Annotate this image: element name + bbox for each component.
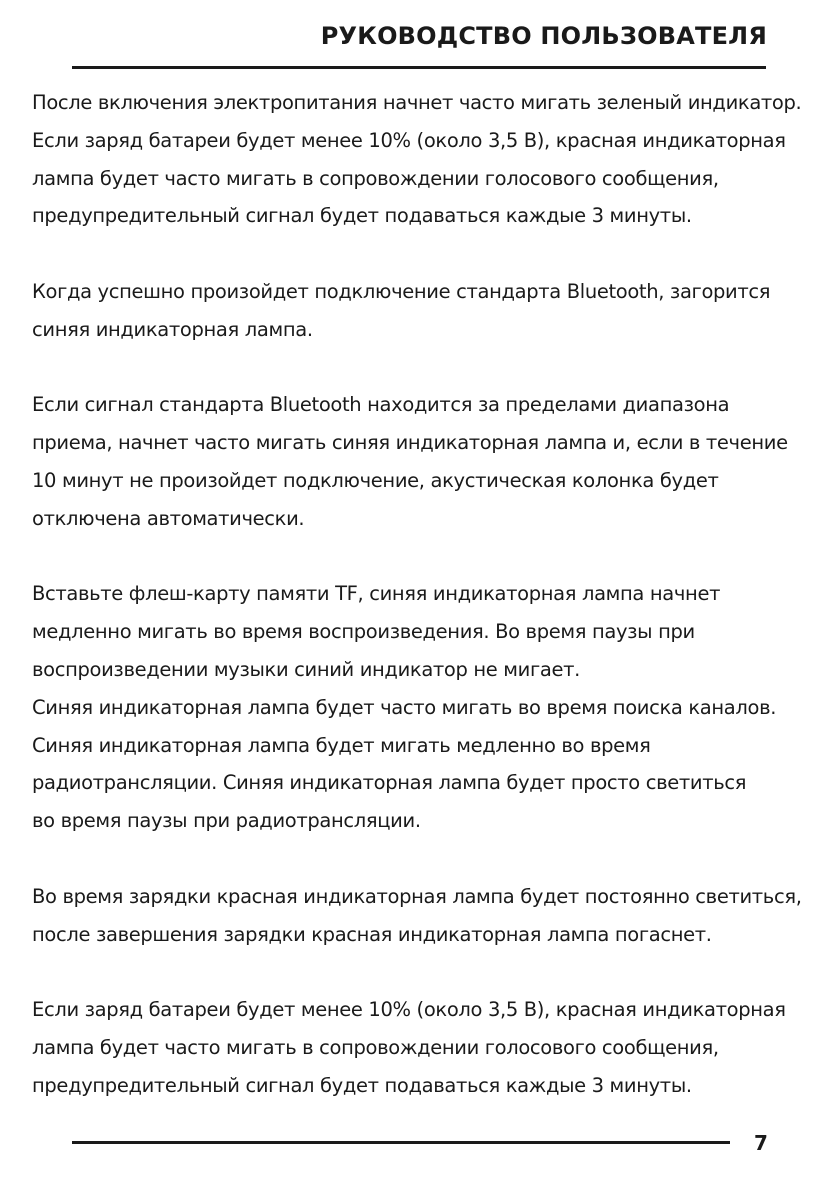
body-line: синяя индикаторная лампа.	[32, 317, 313, 341]
paragraph-gap	[32, 538, 822, 576]
body-line: предупредительный сигнал будет подаваться каждые 3 минуты.	[32, 1073, 692, 1097]
body-line: Когда успешно произойдет подключение стандарта Bluetooth, загорится	[32, 279, 771, 303]
body-line: Вставьте флеш-карту памяти TF, синяя индикаторная лампа начнет	[32, 582, 721, 606]
body-line: Если сигнал стандарта Bluetooth находится за пределами диапазона	[32, 393, 730, 417]
manual-body	[32, 84, 822, 1105]
page-header-title: РУКОВОДСТВО ПОЛЬЗОВАТЕЛЯ	[320, 22, 767, 50]
paragraph-gap	[32, 840, 822, 878]
body-line: после завершения зарядки красная индикаторная лампа погаснет.	[32, 922, 712, 946]
body-line: После включения электропитания начнет часто мигать зеленый индикатор.	[32, 91, 802, 114]
body-line: воспроизведении музыки синий индикатор не мигает.	[32, 657, 580, 681]
body-line: радиотрансляции. Синяя индикаторная лампа будет просто светиться	[32, 771, 747, 795]
body-line: медленно мигать во время воспроизведения. Во время паузы при	[32, 620, 695, 644]
body-line: Если заряд батареи будет менее 10% (около 3,5 В), красная индикаторная	[32, 998, 786, 1022]
body-line: лампа будет часто мигать в сопровождении голосового сообщения,	[32, 166, 719, 190]
body-line: во время паузы при радиотрансляции.	[32, 809, 421, 833]
body-line: Во время зарядки красная индикаторная лампа будет постоянно светиться,	[32, 884, 802, 908]
body-line: отключена автоматически.	[32, 506, 305, 530]
paragraph-gap	[32, 953, 822, 991]
paragraph-gap	[32, 235, 822, 273]
body-line: приема, начнет часто мигать синяя индикаторная лампа и, если в течение	[32, 431, 788, 455]
body-line: Если заряд батареи будет менее 10% (около 3,5 В), красная индикаторная	[32, 128, 786, 152]
header-divider	[72, 66, 766, 69]
body-line: предупредительный сигнал будет подаваться каждые 3 минуты.	[32, 204, 692, 228]
body-line: лампа будет часто мигать в сопровождении голосового сообщения,	[32, 1035, 719, 1059]
page-number: 7	[754, 1131, 768, 1155]
body-line: Синяя индикаторная лампа будет часто мигать во время поиска каналов.	[32, 695, 777, 719]
body-line: 10 минут не произойдет подключение, акустическая колонка будет	[32, 468, 719, 492]
paragraph-gap	[32, 349, 822, 387]
body-line: Синяя индикаторная лампа будет мигать медленно во время	[32, 733, 651, 757]
footer-divider	[72, 1141, 730, 1144]
